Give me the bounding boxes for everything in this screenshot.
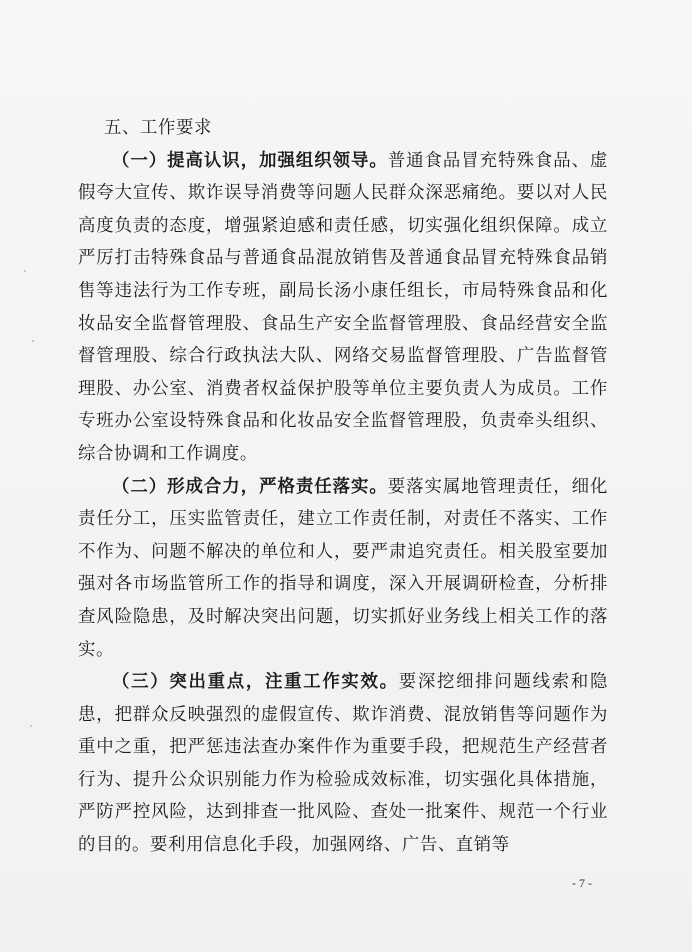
document-body	[78, 112, 608, 862]
paragraph-2	[78, 471, 608, 667]
paragraph-1-lead: （一）提高认识，加强组织领导。	[112, 150, 388, 171]
paragraph-2-lead: （二）形成合力，严格责任落实。	[112, 476, 388, 497]
scan-speck	[32, 340, 34, 342]
paragraph-1-body: 普通食品冒充特殊食品、虚假夸大宣传、欺诈误导消费等问题人民群众深恶痛绝。要以对人民高度负责的态度，增强紧迫感和责任感，切实强化组织保障。成立严厉打击特殊食品与普通食品混放销售及普通食品冒充特殊食品销售等违法行为工作专班，副局长汤小康任组长，市局特殊食品和化妆品安全监督管理股、食品生产安全监督管理股、食品经营安全监督管理股、综合行政执法大队、网络交易监督管理股、广告监督管理股、办公室、消费者权益保护股等单位主要负责人为成员。工作专班办公室设特殊食品和化妆品安全监督管理股，负责牵头组织、综合协调和工作调度。	[78, 150, 608, 464]
section-heading: 五、工作要求	[104, 118, 212, 138]
paragraph-3-body: 要深挖细排问题线索和隐患，把群众反映强烈的虚假宣传、欺诈消费、混放销售等问题作为重中之重，把严惩违法查办案件作为重要手段，把规范生产经营者行为、提升公众识别能力作为检验成效标准，切实强化具体措施，严防严控风险，达到排查一批风险、查处一批案件、规范一个行业的目的。要利用信息化手段，加强网络、广告、直销等	[78, 672, 608, 856]
page-number: - 7 -	[572, 876, 592, 890]
paragraph-2-body: 要落实属地管理责任，细化责任分工，压实监管责任，建立工作责任制，对责任不落实、工作不作为、问题不解决的单位和人，要严肃追究责任。相关股室要加强对各市场监管所工作的指导和调度，深入开展调研检查，分析排查风险隐患，及时解决突出问题，切实抓好业务线上相关工作的落实。	[78, 476, 608, 660]
scan-speck	[24, 270, 26, 272]
scan-speck	[30, 725, 32, 727]
paragraph-1	[78, 145, 608, 471]
paragraph-3	[78, 666, 608, 862]
paragraph-3-lead: （三）突出重点，注重工作实效。	[112, 672, 399, 693]
